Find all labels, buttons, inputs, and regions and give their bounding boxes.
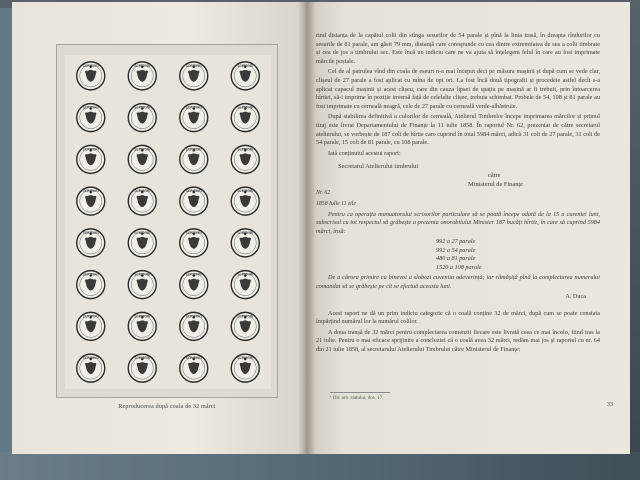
stamp-impression (180, 187, 208, 215)
svg-text:SCRISORI: SCRISORI (185, 356, 202, 361)
stamp-impression (128, 104, 156, 132)
svg-text:SCRISORI: SCRISORI (237, 105, 254, 110)
stamp-impression (231, 145, 259, 173)
svg-text:SCRISORI: SCRISORI (82, 230, 99, 235)
plate-caption: Reproducerea după coala de 32 mărci (118, 404, 216, 410)
stamp-impression (128, 187, 156, 215)
right-page-text (316, 32, 600, 357)
stamp-impression (128, 62, 156, 90)
svg-text:SCRISORI: SCRISORI (237, 189, 254, 194)
svg-text:SCRISORI: SCRISORI (134, 63, 151, 68)
letter-from: Secretarul Atelierului timbrului (338, 163, 419, 171)
paragraph-2: Cel de al patrulea vînd din coala de eseuri n-a mai început deci pe măsura mașinii și după cum se vede clar, clișeul de 27 parale a fost aplicat cu mîna de opt ori. La fost încă două tipografii și procedeie astfel decît s-a aplicat capacul mașinii și acest clișeu, care din cauza lipsei de spațiu pe mașină ar fi trebuit, prin întoarcerea hîrtiei, să-i imprime în poziție inversă față de celelalte clișee, trebuia schimbat. Probele de 54, 108 și 81 parale au fost imprimate cu cerneală neagră, cele de 27 parale cu cerneală verde-albăstruie. (316, 68, 600, 110)
stamp-impression (180, 312, 208, 340)
stamp-grid (65, 55, 271, 389)
letter-body: Pentru ca operația manuatorului scrisorilor particulare să se poată începe odată de la 15 a curentei luni, subscrisul cu tot respectul să grăbește a prezenta onorabilului Minister 187 bucăți hîrtie, în care să cuprind 5984 mărci, însă: (316, 210, 600, 235)
footnote-rule (330, 392, 390, 393)
stamp-impression (180, 354, 208, 382)
svg-text:SCRISORI: SCRISORI (237, 272, 254, 277)
svg-text:SCRISORI: SCRISORI (134, 230, 151, 235)
svg-text:SCRISORI: SCRISORI (237, 356, 254, 361)
book-cover-bottom (0, 452, 640, 480)
stamp-impression (231, 312, 259, 340)
svg-text:SCRISORI: SCRISORI (134, 314, 151, 319)
letter-date: 1858 Iulie 11 zile (316, 200, 356, 207)
svg-text:SCRISORI: SCRISORI (82, 314, 99, 319)
stamp-impression (128, 271, 156, 299)
svg-text:SCRISORI: SCRISORI (185, 314, 202, 319)
book-gutter (298, 2, 316, 454)
stamp-impression (77, 62, 105, 90)
stamp-impression (231, 187, 259, 215)
stamp-impression (180, 271, 208, 299)
svg-text:SCRISORI: SCRISORI (134, 105, 151, 110)
list-item: 992 a 54 parale (436, 246, 476, 254)
stamp-impression (77, 229, 105, 257)
svg-text:SCRISORI: SCRISORI (82, 105, 99, 110)
letter-signature: A. Duca (565, 293, 586, 301)
svg-text:SCRISORI: SCRISORI (82, 189, 99, 194)
letter-number: Nr. 62 (316, 190, 331, 197)
svg-text:SCRISORI: SCRISORI (82, 356, 99, 361)
letter-to-label: către (488, 172, 501, 180)
stamp-impression (77, 187, 105, 215)
stamp-impression (77, 271, 105, 299)
svg-text:SCRISORI: SCRISORI (82, 63, 99, 68)
stamp-impression (128, 354, 156, 382)
stamp-impression (231, 104, 259, 132)
stamp-impression (231, 229, 259, 257)
letter-closing: De a cărora primire cu binevoi a slobozi cuvenita adeverință; iar rămășiță pînă la complectarea numerului comandat să se grăbește pe cît se efectuă aceasta luni. (316, 273, 600, 290)
letter-to: Ministerul de Finanțe (468, 181, 524, 189)
letter-header (338, 162, 600, 189)
stamp-impression (180, 104, 208, 132)
paragraph-3: După stabilirea definitivă a culorilor de cerneală, Atelierul Timbrelor începe imprimarea mărcilor și primul tiraj este livrat Departamentului de Finanțe la 11 iulie 1858. În raportul Nr. 62, prezentat de către secretarul atelierului, se vorbește de 187 coli de hîrtie care cuprind în total 5984 mărci, adică 31 coli de 27 parale, 31 coli de 54 parale, 15 coli de 81 parale, cu 108 parale. (316, 113, 600, 147)
svg-text:SCRISORI: SCRISORI (82, 147, 99, 152)
stamp-impression (231, 271, 259, 299)
svg-text:SCRISORI: SCRISORI (237, 147, 254, 152)
svg-text:SCRISORI: SCRISORI (134, 147, 151, 152)
svg-text:SCRISORI: SCRISORI (185, 272, 202, 277)
stamp-sheet-plate (56, 44, 278, 398)
stamp-impression (128, 312, 156, 340)
svg-text:SCRISORI: SCRISORI (134, 189, 151, 194)
paragraph-after-2: A doua tranșă de 32 mărci pentru complectarea comenzii fiecare este livrată ceea ce mai încolo, fiind tras la 21 iulie. Pentru o mai eficace sprijinire a concluziei că o coală avea 32 mărci, redăm mai jos și raportul cu nr. 64 din 21 iulie 1858, al secretarului Atelierului Timbrului către Ministerul de Finanțe: (316, 328, 600, 354)
svg-text:SCRISORI: SCRISORI (185, 147, 202, 152)
paragraph-4: Iată conținutul acestui raport: (328, 149, 401, 157)
stamp-impression (77, 312, 105, 340)
svg-text:SCRISORI: SCRISORI (185, 105, 202, 110)
svg-text:SCRISORI: SCRISORI (237, 230, 254, 235)
paragraph-1: rind distanța de la capătul colii din stînga sesurilor de 54 parale și pînă la linia trasă, în dreapta rîndurilor cu sesurile de 81 parale, am găsit 79 mm, distanță care corespunde cu cea dintre extremitatea de sus a colii timbrate și cea de jos a timbrului sec. Este încă un indiciu care ne va ajuta să înțelegem felul în care au fost imprimate mărcile poștale. (316, 32, 600, 65)
stamp-impression (77, 354, 105, 382)
svg-text:SCRISORI: SCRISORI (185, 63, 202, 68)
paragraph-after-1: Acest raport ne dă un prim indiciu categoric că o coală conține 32 de mărci, după cum se poate constata împărțind numărul lor la numărul colilor. (316, 309, 600, 326)
stamp-impression (180, 62, 208, 90)
stamp-sheet (65, 55, 271, 389)
svg-text:SCRISORI: SCRISORI (185, 230, 202, 235)
stamp-impression (77, 104, 105, 132)
list-item: 1520 a 108 parale (436, 263, 482, 271)
stamp-impression (231, 62, 259, 90)
svg-text:SCRISORI: SCRISORI (134, 272, 151, 277)
stamp-impression (231, 354, 259, 382)
page-number: 33 (607, 402, 613, 408)
stamp-impression (77, 145, 105, 173)
svg-text:SCRISORI: SCRISORI (237, 314, 254, 319)
footnote: ¹ Dir. arh. statului, dos. 17. (330, 396, 384, 401)
svg-text:SCRISORI: SCRISORI (134, 356, 151, 361)
svg-text:SCRISORI: SCRISORI (237, 63, 254, 68)
stamp-impression (128, 145, 156, 173)
stamp-impression (128, 229, 156, 257)
list-item: 480 a 81 parale (436, 255, 476, 263)
stamp-count-list (436, 238, 600, 272)
svg-text:SCRISORI: SCRISORI (185, 189, 202, 194)
list-item: 992 a 27 parale (436, 238, 476, 246)
stamp-impression (180, 145, 208, 173)
stamp-impression (180, 229, 208, 257)
svg-text:SCRISORI: SCRISORI (82, 272, 99, 277)
